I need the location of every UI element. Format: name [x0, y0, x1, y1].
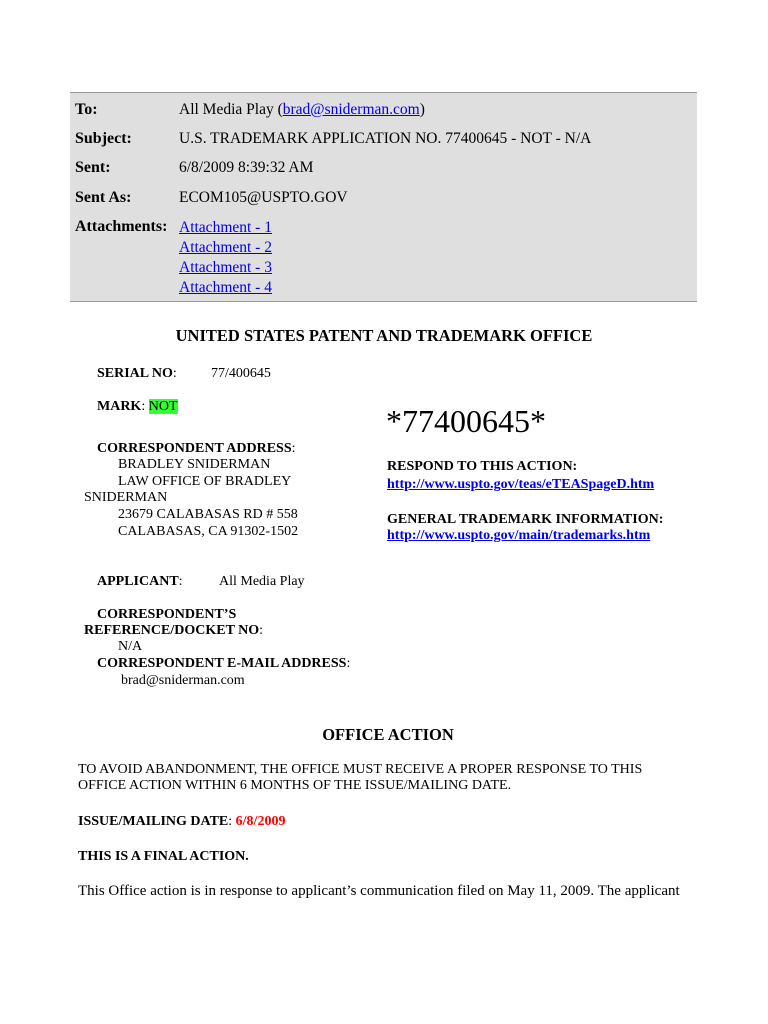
subject-value: U.S. TRADEMARK APPLICATION NO. 77400645 - NOT - N/A — [179, 130, 592, 147]
address-line-4: CALABASAS, CA 91302-1502 — [118, 524, 299, 539]
general-info-label: GENERAL TRADEMARK INFORMATION: — [387, 512, 664, 527]
corr-email-label: CORRESPONDENT E-MAIL ADDRESS — [97, 656, 347, 671]
to-name: All Media Play ( — [179, 101, 283, 118]
sent-label: Sent: — [75, 159, 111, 176]
attachment-link-4[interactable]: Attachment - 4 — [179, 279, 272, 296]
body-paragraph: This Office action is in response to applicant’s communication filed on May 11, 2009. The applicant — [78, 883, 680, 899]
mark-row — [97, 399, 178, 415]
to-email-link[interactable]: brad@sniderman.com — [282, 101, 420, 118]
big-serial-number: *77400645* — [386, 403, 546, 439]
respond-link[interactable]: http://www.uspto.gov/teas/eTEASpageD.htm — [387, 477, 655, 492]
subject-label: Subject: — [75, 130, 132, 147]
reference-colon: : — [259, 623, 264, 638]
attachments-label: Attachments: — [75, 218, 168, 235]
corr-email-value: brad@sniderman.com — [121, 673, 245, 688]
issue-date-value: 6/8/2009 — [235, 814, 286, 829]
office-action-heading: OFFICE ACTION — [322, 725, 454, 744]
serial-value: 77/400645 — [211, 366, 271, 381]
applicant-value: All Media Play — [219, 574, 305, 589]
reference-label-2: REFERENCE/DOCKET NO — [84, 623, 260, 638]
to-close: ) — [419, 101, 425, 118]
reference-value: N/A — [118, 639, 143, 654]
issue-date-row — [78, 814, 285, 830]
attachments-list — [179, 218, 272, 298]
to-label: To: — [75, 101, 98, 118]
office-heading: UNITED STATES PATENT AND TRADEMARK OFFICE — [175, 326, 593, 345]
respond-label: RESPOND TO THIS ACTION: — [387, 459, 578, 474]
reference-label-row — [84, 623, 263, 639]
mark-label: MARK — [97, 399, 142, 414]
attachment-link-2[interactable]: Attachment - 2 — [179, 239, 272, 256]
serial-label: SERIAL NO — [97, 366, 173, 381]
address-line-2b: SNIDERMAN — [84, 490, 168, 505]
reference-label-1: CORRESPONDENT’S — [97, 607, 237, 622]
applicant-colon: : — [178, 574, 183, 589]
attachment-link-3[interactable]: Attachment - 3 — [179, 259, 272, 276]
corr-email-colon: : — [346, 656, 351, 671]
corr-address-label: CORRESPONDENT ADDRESS — [97, 441, 292, 456]
applicant-label: APPLICANT — [97, 574, 179, 589]
attachment-link-1[interactable]: Attachment - 1 — [179, 219, 272, 236]
email-header — [70, 92, 697, 302]
final-action-notice: THIS IS A FINAL ACTION. — [78, 849, 249, 864]
address-line-3: 23679 CALABASAS RD # 558 — [118, 507, 298, 522]
sent-as-value: ECOM105@USPTO.GOV — [179, 189, 348, 206]
sent-as-label: Sent As: — [75, 189, 132, 206]
corr-address-colon: : — [291, 441, 296, 456]
applicant-row — [97, 574, 183, 590]
mark-colon: : — [141, 399, 149, 414]
warning-line-2: OFFICE ACTION WITHIN 6 MONTHS OF THE ISSUE/MAILING DATE. — [78, 778, 512, 793]
issue-date-label: ISSUE/MAILING DATE — [78, 814, 229, 829]
address-line-2a: LAW OFFICE OF BRADLEY — [118, 474, 292, 489]
issue-date-colon: : — [228, 814, 236, 829]
serial-colon: : — [172, 366, 177, 381]
corr-address-heading — [97, 441, 296, 457]
email-label-row — [97, 656, 350, 672]
mark-value: NOT — [148, 399, 178, 414]
address-line-1: BRADLEY SNIDERMAN — [118, 457, 271, 472]
general-info-link[interactable]: http://www.uspto.gov/main/trademarks.htm — [387, 528, 651, 543]
serial-row — [97, 366, 177, 382]
warning-line-1: TO AVOID ABANDONMENT, THE OFFICE MUST RECEIVE A PROPER RESPONSE TO THIS — [78, 762, 643, 777]
to-value — [179, 101, 425, 119]
sent-value: 6/8/2009 8:39:32 AM — [179, 159, 314, 176]
